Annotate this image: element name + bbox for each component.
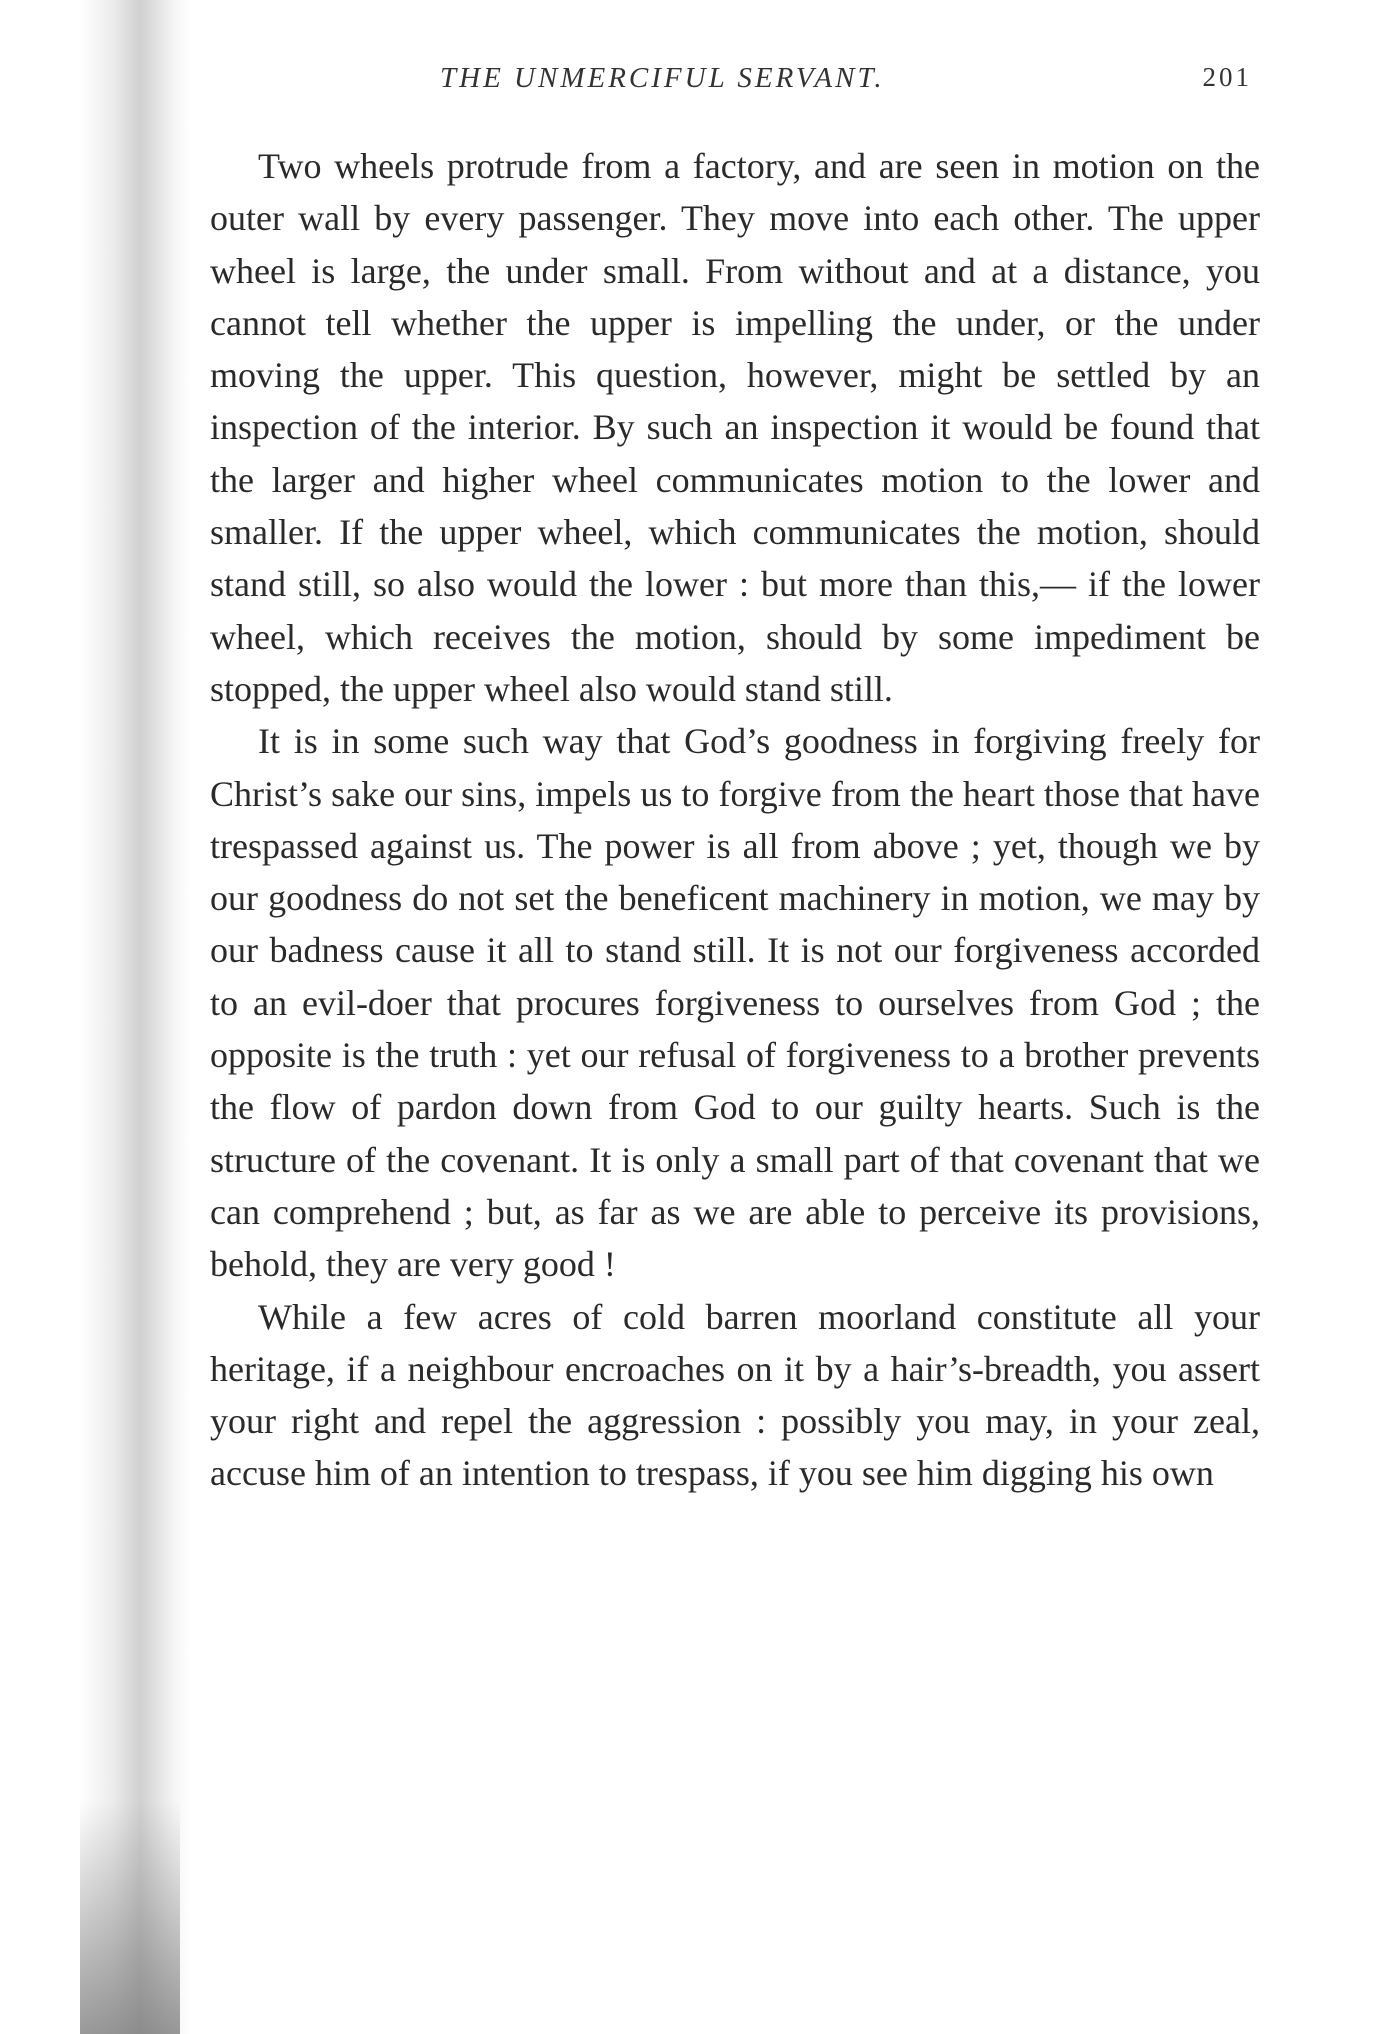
body-text [210, 140, 1260, 1500]
running-title: THE UNMERCIFUL SERVANT. [440, 62, 885, 94]
page-number: 201 [1202, 62, 1252, 92]
page-gutter-shadow [80, 0, 190, 2034]
page-header [440, 62, 1260, 112]
paragraph-moorland: While a few acres of cold barren moorland constitute all your heritage, if a neighbour encroaches on it by a hair’s-breadth, you assert your right and repel the aggression : possibly you may, in your zeal, accuse him of an intention to trespass, if you see him digging his own [210, 1296, 1260, 1494]
paragraph-forgiveness: It is in some such way that God’s goodness in forgiving freely for Christ’s sake our sins, impels us to forgive from the heart those that have trespassed against us. The power is all from above ; yet, though we by our goodness do not set the beneficent machinery in motion, we may by our badness cause it all to stand still. It is not our forgiveness accorded to an evil-doer that procures forgiveness to ourselves from God ; the opposite is the truth : yet our refusal of forgiveness to a brother prevents the flow of pardon down from God to our guilty hearts. Such is the structure of the covenant. It is only a small part of that covenant that we can comprehend ; but, as far as we are able to perceive its provisions, behold, they are very good ! [210, 721, 1260, 1285]
paragraph-wheels: Two wheels protrude from a factory, and are seen in motion on the outer wall by every passenger. They move into each other. The upper wheel is large, the under small. From without and at a distance, you cannot tell whether the upper is impelling the under, or the under moving the upper. This question, however, might be settled by an inspection of the interior. By such an inspection it would be found that the larger and higher wheel communicates motion to the lower and smaller. If the upper wheel, which communicates the motion, should stand still, so also would the lower : but more than this,— if the lower wheel, which receives the motion, should by some impediment be stopped, the upper wheel also would stand still. [210, 146, 1260, 709]
page-gutter-dark [80, 1800, 180, 2034]
